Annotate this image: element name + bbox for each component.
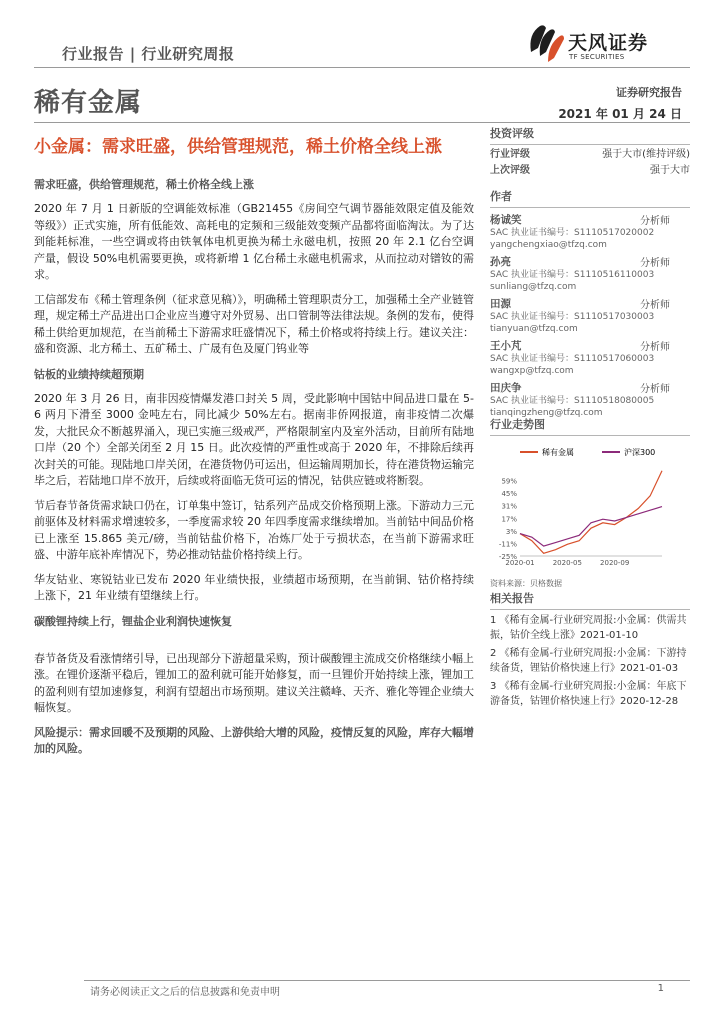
chart-source: 资料来源：贝格数据	[490, 579, 562, 588]
page-number: 1	[657, 983, 664, 994]
y-tick-label: 17%	[501, 515, 517, 524]
y-tick-label: -11%	[498, 540, 517, 549]
author-email[interactable]: sunliang@tfzq.com	[490, 282, 577, 292]
authors-title: 作者	[490, 188, 690, 208]
rating-row	[490, 148, 690, 162]
author-cert: SAC 执业证书编号：S1110517020002	[490, 228, 655, 238]
risk-warning: 风险提示：需求回暖不及预期的风险、上游供给大增的风险，疫情反复的风险，库存大幅增加的风险。	[34, 725, 474, 755]
title-rule	[34, 122, 690, 123]
industry-name: 稀有金属	[34, 88, 143, 118]
author-name: 孙亮	[490, 256, 511, 268]
logo-name: 天风证券	[568, 32, 649, 54]
x-tick-label: 2020-01	[505, 559, 535, 567]
series-line-industry	[520, 471, 662, 554]
header-rule	[34, 67, 690, 68]
author-name: 田庆争	[490, 382, 522, 394]
author-role: 分析师	[640, 300, 670, 311]
author-name: 王小芃	[490, 340, 522, 352]
y-tick-label: -25%	[498, 553, 517, 561]
rating-box	[490, 125, 690, 178]
logo-mark-icon	[526, 22, 566, 66]
trend-title: 行业走势图	[490, 416, 690, 436]
author-cert: SAC 执业证书编号：S1110516110003	[490, 270, 655, 280]
author-email[interactable]: wangxp@tfzq.com	[490, 366, 574, 376]
author-role: 分析师	[640, 216, 670, 227]
report-label: 证券研究报告	[616, 86, 682, 99]
paragraph: 2020 年 3 月 26 日，南非因疫情爆发港口封关 5 周，受此影响中国钴中间品进口量在 5-6 两月下滑至 3000 金吨左右，同比减少 50%左右。据南非侨网报道，南非疫情二次爆发，大批民众不断越界涌入，现已实施三级戒严，严格限制室内及室外活动，目前所有陆地口岸（20 个）全部关闭至 2 月 15 日。此次疫情的严重性或高于 2020 年，不排除后续再次封关的可能。现陆地口岸关闭，在港货物仍可运出，但运输周期加长，待在港货物运输完毕之后，若陆地口岸不放开，后续或将面临无货可运的情况，钴供应链或将断裂。	[34, 391, 474, 487]
section-heading: 需求旺盛，供给管理规范，稀土价格全线上涨	[34, 178, 254, 191]
author-role: 分析师	[640, 342, 670, 353]
author-cert: SAC 执业证书编号：S1110518080005	[490, 396, 655, 406]
y-tick-label: 59%	[501, 477, 517, 486]
rating-key: 行业评级	[490, 149, 530, 160]
main-content	[34, 176, 474, 758]
author-role: 分析师	[640, 384, 670, 395]
rating-key: 上次评级	[490, 165, 530, 176]
paragraph: 华友钴业、寒锐钴业已发布 2020 年业绩快报，业绩超市场预期，在当前铜、钴价格持续上涨下，21 年业绩有望继续上行。	[34, 572, 474, 602]
section-heading: 碳酸锂持续上行，锂盐企业利润快速恢复	[34, 614, 232, 628]
section-heading: 钴板的业绩持续超预期	[34, 367, 144, 381]
author	[490, 212, 690, 251]
author	[490, 296, 690, 335]
report-title: 小金属：需求旺盛，供给管理规范，稀土价格全线上涨	[34, 137, 442, 157]
related-report[interactable]: 3 《稀有金属-行业研究周报:小金属：年底下游备货，钴锂价格快速上行》2020-12-28	[490, 681, 687, 707]
y-tick-label: 3%	[505, 527, 517, 536]
legend-label-industry: 稀有金属	[542, 448, 574, 457]
author-name: 杨诚笑	[490, 214, 522, 226]
author-email[interactable]: tianyuan@tfzq.com	[490, 324, 578, 334]
author	[490, 254, 690, 293]
x-tick-label: 2020-09	[600, 559, 630, 567]
related-title: 相关报告	[490, 590, 690, 610]
paragraph: 2020 年 7 月 1 日新版的空调能效标准（GB21455《房间空气调节器能效限定值及能效等级》）正式实施，所有低能效、高耗电的定频和三级能效变频产品都将面临淘汰。为了达到能耗标准，一些空调或将由铁氧体电机更换为稀土永磁电机，按照 20 年 2.1 亿台空调产量，假设 50%电机需要更换，或将新增 1 亿台稀土永磁电机需求，从而拉动对镨钕的需求。	[34, 202, 474, 281]
related-report[interactable]: 2 《稀有金属-行业研究周报:小金属：下游持续备货，锂钴价格快速上行》2021-01-03	[490, 648, 687, 674]
rating-value: 强于大市(维持评级)	[602, 149, 690, 160]
paragraph: 春节备货及看涨情绪引导，已出现部分下游超量采购，预计碳酸锂主流成交价格继续小幅上涨。在锂价逐渐平稳后，锂加工的盈利就可能开始修复，而一旦锂价开始持续上涨，锂加工的盈利则有望加速修复，利润有望超出市场预期。建议关注赣峰、天齐、雅化等锂企业绩大幅恢复。	[34, 651, 474, 714]
footer-disclaimer: 请务必阅读正文之后的信息披露和免责申明	[90, 987, 280, 998]
related-box	[490, 590, 690, 709]
authors-box	[490, 188, 690, 419]
y-tick-label: 31%	[501, 502, 517, 511]
trend-box	[490, 416, 690, 589]
brand-logo	[526, 22, 676, 70]
logo-subtitle: TF SECURITIES	[569, 53, 625, 61]
author-cert: SAC 执业证书编号：S1110517060003	[490, 354, 655, 364]
author-email[interactable]: yangchengxiao@tfzq.com	[490, 240, 607, 250]
rating-value: 强于大市	[650, 165, 690, 176]
y-tick-label: 45%	[501, 490, 517, 499]
report-type: 行业报告 | 行业研究周报	[62, 45, 235, 63]
author-role: 分析师	[640, 258, 670, 269]
author	[490, 338, 690, 377]
report-date: 2021 年 01 月 24 日	[558, 107, 682, 121]
paragraph: 节后春节备货需求缺口仍在，订单集中签订，钴系列产品成交价格预期上涨。下游动力三元前驱体及材料需求增速较多，一季度需求较 20 年四季度需求继续增加。当前钴中间品价格已上涨至 15.865 美元/磅，当前钴盐价格下，冶炼厂处于亏损状态，在当前下游需求旺盛、中游年底补库情况下，势必推动钴盐价格持续上行。	[34, 498, 474, 561]
trend-chart	[490, 440, 690, 576]
rating-title: 投资评级	[490, 125, 690, 145]
author-email[interactable]: tianqingzheng@tfzq.com	[490, 408, 603, 418]
x-tick-label: 2020-05	[552, 559, 582, 567]
series-line-index	[520, 507, 662, 547]
related-report[interactable]: 1 《稀有金属-行业研究周报:小金属：供需共振，钴价全线上涨》2021-01-10	[490, 615, 687, 641]
paragraph: 工信部发布《稀土管理条例（征求意见稿）》，明确稀土管理职责分工，加强稀土全产业链管理，规定稀土产品进出口企业应当遵守对外贸易、出口管制等法律法规。条例的发布，使得稀土供给更加规范，在当前稀土下游需求旺盛情况下，稀土价格或将持续上行。建议关注：盛和资源、北方稀土、五矿稀土、广晟有色及厦门钨业等	[34, 292, 474, 355]
author-cert: SAC 执业证书编号：S1110517030003	[490, 312, 655, 322]
author-name: 田源	[490, 298, 511, 310]
rating-row	[490, 164, 690, 178]
author	[490, 380, 690, 419]
legend-label-index: 沪深300	[624, 448, 656, 457]
footer-rule	[84, 980, 690, 981]
